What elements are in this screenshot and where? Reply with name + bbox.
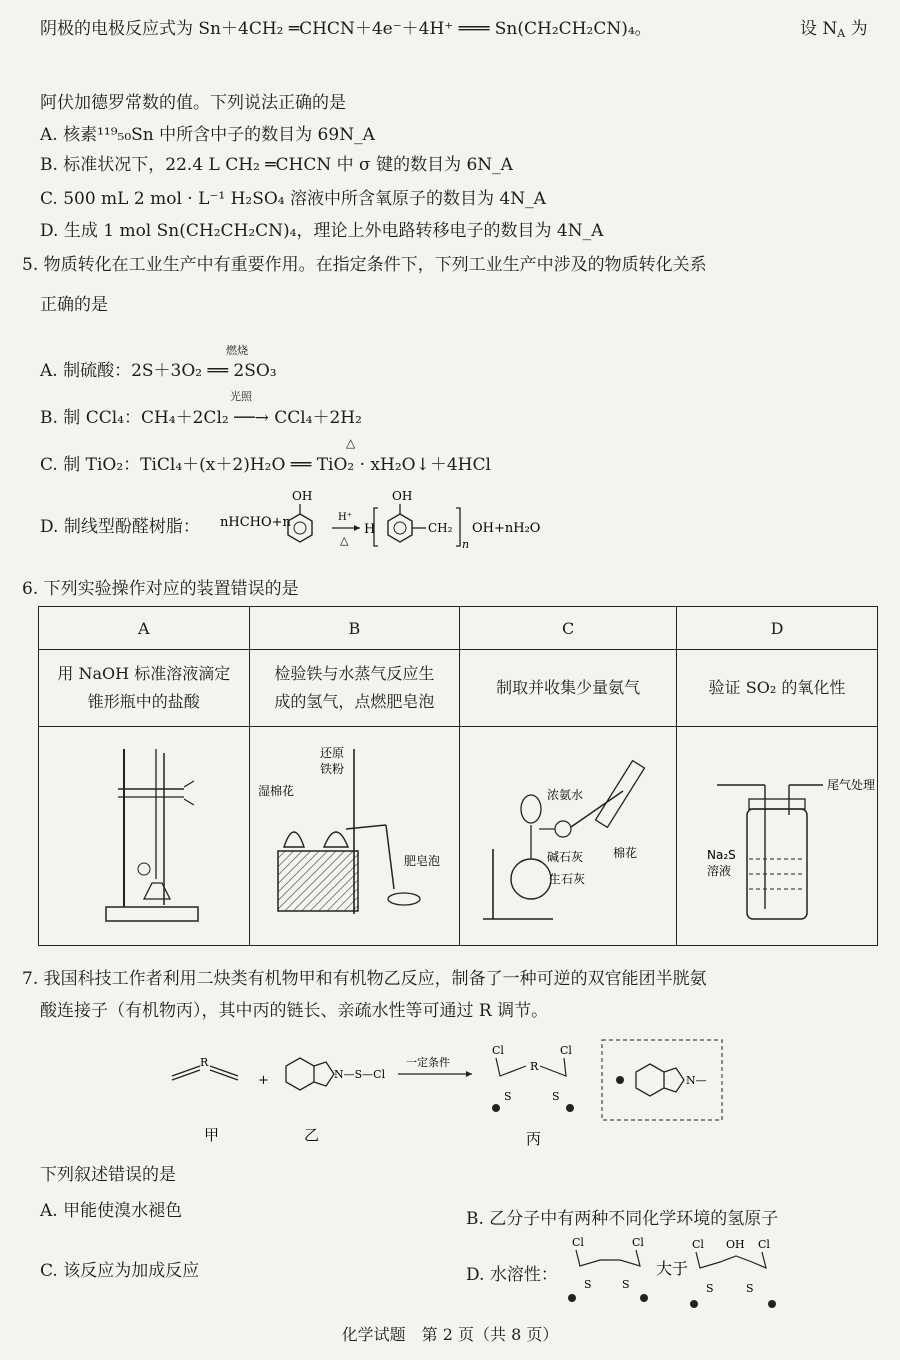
q5-option-c: C. 制 TiO₂：TiCl₄＋(x＋2)H₂O ══ TiO₂ · xH₂O↓＋4HCl (40, 455, 491, 475)
q6-desc-b-line1: 检验铁与水蒸气反应生 (274, 664, 435, 683)
q6-c-label-cotton: 棉花 (613, 846, 638, 860)
q5-a-condition: 燃烧 (226, 344, 248, 357)
q7-option-b: B. 乙分子中有两种不同化学环境的氢原子 (466, 1209, 779, 1229)
svg-text:S: S (622, 1278, 630, 1291)
q7-bing-s1: S (504, 1090, 512, 1103)
q6-desc-d: 验证 SO₂ 的氧化性 (677, 650, 878, 727)
q6-desc-a (39, 650, 250, 727)
q6-apparatus-c (460, 727, 677, 946)
q4-option-b: B. 标准状况下，22.4 L CH₂ ═CHCN 中 σ 键的数目为 6N_A (40, 155, 513, 175)
q7-box-n: N— (686, 1074, 707, 1087)
iron-steam-apparatus-icon (254, 729, 454, 939)
q6-b-label-wet-cotton: 湿棉花 (258, 784, 295, 798)
q7-stem-line1: 7. 我国科技工作者利用二炔类有机物甲和有机物乙反应，制备了一种可逆的双官能团半胱氨 (22, 969, 707, 989)
q6-d-label-solution: 溶液 (707, 864, 732, 878)
q5-d-cond-top: H⁺ (338, 512, 352, 523)
q5-d-phenol-equation (220, 486, 580, 556)
svg-text:Cl: Cl (572, 1236, 584, 1249)
q5-stem-line2: 正确的是 (40, 295, 108, 315)
svg-text:S: S (706, 1282, 714, 1295)
q6-stem: 6. 下列实验操作对应的装置错误的是 (22, 579, 299, 599)
q6-header-c: C (460, 607, 677, 650)
q7-label-bing: 丙 (526, 1130, 542, 1148)
q7-plus: + (258, 1073, 269, 1088)
q7-option-d-label: D. 水溶性： (466, 1265, 558, 1285)
q7-yi-group: N—S—Cl (334, 1068, 386, 1081)
q6-b-label-soap-bubble: 肥皂泡 (404, 854, 441, 868)
q7-d-structures (560, 1236, 880, 1320)
q6-c-label-soda-lime: 碱石灰 (547, 850, 584, 864)
q4-formula-text: 阴极的电极反应式为 Sn＋4CH₂ ═CHCN＋4e⁻＋4H⁺ ═══ Sn(CH₂CH₂CN)₄。 (40, 19, 652, 39)
q7-bing-r: R (530, 1060, 539, 1073)
q6-header-d: D (677, 607, 878, 650)
q6-apparatus-d (677, 727, 878, 946)
svg-text:Cl: Cl (758, 1238, 770, 1251)
q6-desc-c: 制取并收集少量氨气 (460, 650, 677, 727)
q4-option-a: A. 核素¹¹⁹₅₀Sn 中所含中子的数目为 69N_A (40, 125, 375, 145)
q6-header-a: A (39, 607, 250, 650)
q7-d-oh: OH (726, 1238, 745, 1251)
q7-arrow-label: 一定条件 (406, 1056, 450, 1069)
phthalimide-ring (286, 1058, 334, 1090)
q6-apparatus-b (249, 727, 460, 946)
phenol-ring-2 (388, 504, 426, 542)
q6-desc-b (249, 650, 460, 727)
svg-text:S: S (746, 1282, 754, 1295)
svg-text:S: S (584, 1278, 592, 1291)
q6-c-label-quicklime: 生石灰 (549, 872, 586, 886)
q6-d-label-na2s: Na₂S (707, 848, 736, 862)
q4-option-d: D. 生成 1 mol Sn(CH₂CH₂CN)₄，理论上外电路转移电子的数目为 4N_A (40, 221, 604, 241)
q4-formula-line (40, 14, 652, 39)
q7-option-c: C. 该反应为加成反应 (40, 1261, 200, 1281)
q7-bing-cl2: Cl (560, 1044, 572, 1057)
q7-stem-line2: 酸连接子（有机物丙），其中丙的链长、亲疏水性等可通过 R 调节。 (40, 1001, 549, 1021)
q7-label-yi: 乙 (304, 1126, 320, 1144)
q7-bing-s2: S (552, 1090, 560, 1103)
q5-option-d-label: D. 制线型酚醛树脂： (40, 517, 200, 537)
phenol-ring-1 (288, 504, 312, 542)
q7-option-a: A. 甲能使溴水褪色 (40, 1201, 183, 1221)
svg-text:Cl: Cl (632, 1236, 644, 1249)
q6-b-label-iron-powder: 铁粉 (320, 762, 345, 776)
q7-jia-r: R (200, 1056, 209, 1069)
q5-stem-line1: 5. 物质转化在工业生产中有重要作用。在指定条件下，下列工业生产中涉及的物质转化关系 (22, 255, 707, 275)
q5-d-oh1: OH (292, 489, 313, 503)
q5-d-h: H (364, 522, 376, 537)
q6-d-label-tail-gas: 尾气处理 (827, 778, 876, 792)
q7-sub-stem: 下列叙述错误的是 (40, 1165, 176, 1185)
q5-option-a: A. 制硫酸：2S＋3O₂ ══ 2SO₃ (40, 361, 277, 381)
q6-table (38, 606, 878, 946)
q6-c-label-ammonia-water: 浓氨水 (547, 788, 584, 802)
q4-na-text: 设 $N_A$ 为 (800, 19, 868, 40)
q7-d-mid: 大于 (656, 1259, 689, 1278)
q6-desc-a-line2: 锥形瓶中的盐酸 (87, 692, 200, 711)
q6-desc-a-line1: 用 NaOH 标准溶液滴定 (57, 664, 231, 683)
q4-option-c: C. 500 mL 2 mol · L⁻¹ H₂SO₄ 溶液中所含氧原子的数目为 4N_A (40, 189, 546, 209)
ammonia-apparatus-icon (463, 729, 673, 939)
q5-d-ch2: CH₂ (428, 521, 453, 535)
q6-apparatus-a (39, 727, 250, 946)
q7-bing-cl1: Cl (492, 1044, 504, 1057)
q5-c-condition: △ (346, 436, 356, 450)
q6-header-b: B (249, 607, 460, 650)
q4-stem-line2: 阿伏加德罗常数的值。下列说法正确的是 (40, 93, 346, 113)
q5-b-condition: 光照 (230, 390, 252, 403)
gas-washing-bottle-icon (677, 729, 877, 939)
q5-d-reactants: nHCHO+n (220, 515, 291, 530)
q5-d-products: OH+nH₂O (472, 521, 541, 536)
svg-text:Cl: Cl (692, 1238, 704, 1251)
q7-label-jia: 甲 (204, 1126, 220, 1144)
q5-d-oh2: OH (392, 489, 413, 503)
q5-d-n: n (462, 538, 470, 551)
page-footer: 化学试题 第 2 页（共 8 页） (341, 1325, 559, 1344)
q7-reaction-scheme (170, 1036, 730, 1156)
q5-option-b: B. 制 CCl₄：CH₄＋2Cl₂ ──→ CCl₄＋2H₂ (40, 408, 362, 428)
q6-desc-b-line2: 成的氢气，点燃肥皂泡 (274, 692, 435, 711)
titration-apparatus-icon (44, 729, 244, 939)
q5-d-cond-bot: △ (340, 534, 349, 547)
q6-b-label-reduced: 还原 (320, 746, 345, 760)
